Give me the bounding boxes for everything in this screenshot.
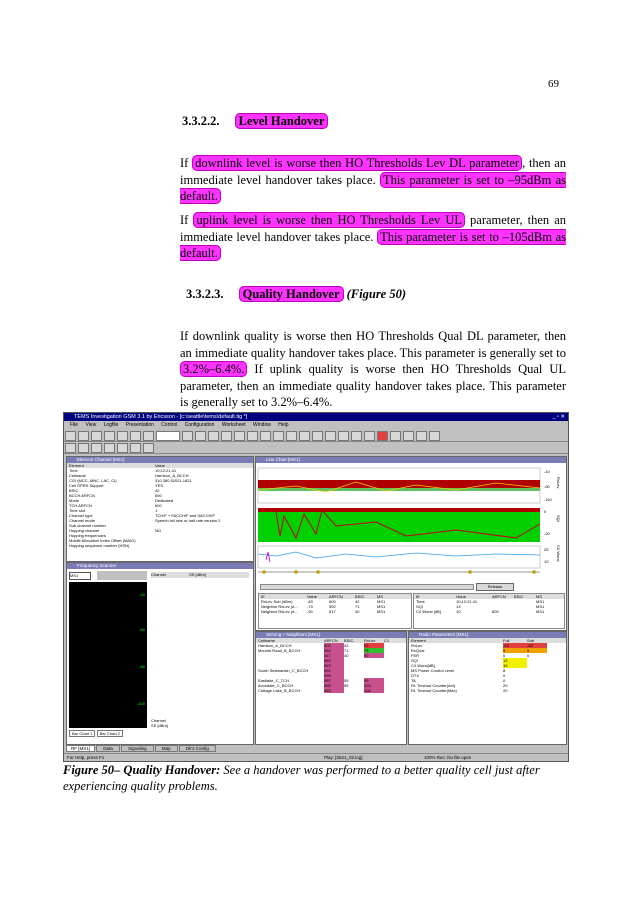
tool-icon[interactable] (65, 443, 76, 453)
tool-icon[interactable] (429, 431, 440, 441)
table-cell: RL Timeout Counter(Act) (411, 683, 456, 688)
table-cell: TA (411, 678, 416, 683)
tool-icon[interactable] (351, 431, 362, 441)
table-cell: 55 (344, 678, 349, 683)
table-cell: 617 (329, 609, 336, 614)
table-cell: 600 (329, 599, 336, 604)
table-cell: 20 (503, 683, 508, 688)
table-cell: -63 (307, 599, 313, 604)
page-number: 69 (548, 78, 559, 90)
table-cell: 13 (456, 604, 461, 609)
table-cell: 595 (324, 673, 344, 678)
table-rows (414, 599, 564, 614)
caption-label: Figure 50– Quality Handover: (63, 763, 221, 777)
table-cell (514, 609, 536, 614)
release-button[interactable]: Release (476, 583, 514, 591)
scanner-buttons[interactable] (97, 571, 147, 580)
table-header: IE Value ARFCN BSIC MS (414, 594, 564, 599)
table-row (409, 688, 566, 693)
table-cell: Harrison_A_BCCH (155, 473, 189, 478)
table-cell: Hopping sequence number (HSN) (69, 543, 130, 548)
tab-data[interactable]: Data (96, 745, 120, 752)
table-cell: 617 (324, 653, 344, 658)
table-cell: Dedicated (155, 498, 174, 503)
element-rows (67, 468, 253, 548)
tool-icon[interactable] (403, 431, 414, 441)
tool-icon[interactable] (364, 431, 375, 441)
table-cell: Mobile Allocation Index Offset (MAIO) (69, 538, 136, 543)
table-cell: RL Timeout Counter(Max) (411, 688, 457, 693)
menu-control[interactable]: Control (161, 422, 178, 428)
scanner-header: Channel SS [dBm] (151, 572, 249, 578)
table-cell: TCH ARFCN (69, 503, 92, 508)
scanner-bar-chart: -40 -60 -80 -100 (69, 582, 147, 728)
table-cell: MS1 (377, 609, 386, 614)
table-cell: 600 (324, 643, 344, 648)
tab-bar-chart-2[interactable]: Bar Chart 2 (97, 730, 123, 737)
table-cell: Neighbor RxLev (d... (261, 604, 298, 609)
table-cell: -63 (527, 643, 547, 648)
table-cell: Cellname (69, 473, 86, 478)
table-cell: 592 (329, 604, 336, 609)
table-cell: MS1 (377, 599, 386, 604)
tool-icon[interactable] (273, 431, 284, 441)
line-chart-window: Line Chart [MS1] -10 -50 -110 RxLev 0 -20 SQI 25 10 C/I Worst Release IE Value ARFCN BSIC MS RxLev Sub (dBm) -63 600 42 MS1 Neighbor RxLev (d... -73 592 71 MS1 Neighbor RxLev (d... -90 617 40 MS1 IE Value ARFCN BSIC MS Time 10:12:21.41 MS1 SQI 13 MS1 C/I Worst [dB] 10 600 MS1 (255, 456, 567, 631)
tool-icon[interactable] (221, 431, 232, 441)
table-cell: BSIC (69, 488, 79, 493)
tems-screenshot (63, 412, 569, 762)
paragraph-quality: If downlink quality is worse then HO Thresholds Qual DL parameter, then an immediate quality handover takes place. This parameter is generally set to 3.2%–6.4%. If uplink quality is worse then HO Thresholds Qual UL parameter, then an immediate quality handover takes place. This parameter is generally set to 3.2%–6.4%. (180, 329, 566, 409)
table-cell: 42 (155, 488, 160, 493)
window-title: Serving + Neighbors [MS1] (256, 632, 406, 638)
window-title: Line Chart [MS1] (256, 457, 566, 463)
table-cell: 106 (364, 688, 384, 693)
table-cell: Mode (69, 498, 80, 503)
table-cell: MS1 (377, 604, 386, 609)
forward-icon[interactable] (104, 443, 115, 453)
table-cell (527, 688, 547, 693)
table-cell: 73 (364, 648, 384, 653)
table-cell: 40 (355, 609, 360, 614)
table-cell: 5 (527, 648, 547, 653)
tab-bar-chart-1[interactable]: Bar Chart 1 (69, 730, 95, 737)
table-cell: Mounts Road_B_BCCH (258, 648, 301, 653)
table-cell: 0 (503, 673, 506, 678)
tab-config[interactable]: Dk's Config (179, 745, 216, 752)
tool-icon[interactable] (416, 431, 427, 441)
tool-icon[interactable] (130, 443, 141, 453)
table-header: Element Value (67, 463, 253, 468)
figure-caption (63, 762, 573, 794)
tab-signaling[interactable]: Signaling (121, 745, 154, 752)
line-chart-table-left (258, 593, 412, 629)
tool-icon[interactable] (338, 431, 349, 441)
tool-icon[interactable] (234, 431, 245, 441)
table-cell: MS Power Control Level (411, 668, 455, 673)
toolbar-1 (64, 430, 568, 442)
table-cell: 10:12:21.41 (155, 468, 177, 473)
table-cell: Hopping frequencies (69, 533, 106, 538)
table-cell: 42 (355, 599, 360, 604)
element-window (66, 456, 254, 562)
highlight: downlink level is worse then HO Thresholds Lev DL parameter (192, 155, 522, 171)
serving-neighbors-window (255, 631, 407, 745)
tool-icon[interactable] (299, 431, 310, 441)
table-cell: C/I Worst[dB] (411, 663, 435, 668)
section-title: Level Handover (235, 113, 329, 129)
tool-icon[interactable] (390, 431, 401, 441)
menu-logfile[interactable]: Logfile (103, 422, 119, 428)
table-cell: 99 (364, 678, 384, 683)
table-cell: 55 (344, 683, 349, 688)
table-cell: 593 (324, 688, 344, 693)
new-icon[interactable] (65, 431, 76, 441)
table-cell: 592 (324, 648, 344, 653)
window-title: Element Channel [MS1] (67, 457, 253, 463)
table-row (414, 609, 564, 614)
table-cell: -63 (503, 643, 527, 648)
ms-select[interactable] (156, 431, 180, 441)
tool-icon[interactable] (325, 431, 336, 441)
paragraph-level-ul: If uplink level is worse then HO Thresholds Lev UL parameter, then an immediate level handover takes place. This parameter is set to –105dBm as default. (180, 213, 566, 260)
chart-tabs (69, 731, 123, 736)
table-cell: 10 (456, 609, 461, 614)
table-cell: 10 (503, 663, 527, 668)
table-cell: Hopping channel (69, 528, 100, 533)
table-rows (256, 643, 406, 693)
frequency-scanner-window (66, 562, 254, 745)
play-icon[interactable] (78, 443, 89, 453)
print-icon[interactable] (104, 431, 115, 441)
line-chart-plot (256, 464, 566, 582)
table-cell: Time (69, 468, 78, 473)
table-cell: 600 (155, 493, 162, 498)
section-heading-level (182, 114, 328, 129)
menu-file[interactable]: File (70, 422, 79, 428)
table-cell (155, 543, 251, 548)
table-cell: 40 (344, 653, 349, 658)
tool-icon[interactable] (247, 431, 258, 441)
table-cell: 310 380 52021 1621 (155, 478, 192, 483)
table-cell: Time (416, 599, 425, 604)
table-header: Element Full Sub (409, 638, 566, 643)
worksheet-tabs (66, 745, 566, 752)
table-cell: 598 (324, 683, 344, 688)
table-cell: South Seamanish_C_BCCH (258, 668, 309, 673)
table-row (67, 543, 253, 548)
cut-icon[interactable] (117, 431, 128, 441)
window-title: Frequency Scanner (67, 563, 253, 569)
rewind-icon[interactable] (91, 443, 102, 453)
table-rows (409, 643, 566, 693)
table-cell (384, 688, 398, 693)
tool-icon[interactable] (260, 431, 271, 441)
table-cell: 71 (355, 604, 360, 609)
table-cell: Time slot (69, 508, 86, 513)
open-icon[interactable] (78, 431, 89, 441)
highlight: This parameter is set to –95dBm as default. (180, 172, 566, 203)
window-controls[interactable]: _ ▫ ✕ (552, 414, 565, 420)
tool-icon[interactable] (143, 443, 154, 453)
table-cell: 5 (503, 648, 527, 653)
highlight: 3.2%–6.4%. (180, 361, 247, 377)
menu-window[interactable]: Window (253, 422, 271, 428)
stop-icon[interactable] (117, 443, 128, 453)
copy-icon[interactable] (130, 431, 141, 441)
highlight: This parameter is set to –105dBm as default. (180, 229, 566, 260)
section-title: Quality Handover (239, 286, 344, 302)
table-cell: 104 (364, 683, 384, 688)
table-cell: 13 (503, 658, 527, 663)
table-cell: Cottage Lake_B_BCCH (258, 688, 301, 693)
figure-reference: (Figure 50) (346, 287, 407, 301)
table-cell: -90 (307, 609, 313, 614)
table-cell: DTX (411, 673, 419, 678)
table-row (259, 609, 411, 614)
table-cell: 593 (324, 658, 344, 663)
table-cell: BCCH ARFCN (69, 493, 96, 498)
table-cell: Cell GPRS Support (69, 483, 104, 488)
table-cell: 71 (344, 648, 349, 653)
section-number: 3.3.2.3. (186, 287, 224, 301)
table-cell: Channel mode (69, 518, 96, 523)
table-cell: MS1 (536, 599, 545, 604)
table-row (256, 688, 406, 693)
window-title: Radio Parameters [MS1] (409, 632, 566, 638)
table-header: Cellname ARFCN BSIC RxLev C1 (256, 638, 406, 643)
tool-icon[interactable] (195, 431, 206, 441)
table-cell: NO (155, 528, 161, 533)
table-cell: CGI (MCC, MNC, LAC, CI) (69, 478, 117, 483)
highlight: uplink level is worse then HO Thresholds Lev UL (193, 212, 465, 228)
table-cell: 42 (344, 643, 349, 648)
ms-select[interactable]: MS1 (69, 572, 91, 580)
section-heading-quality (186, 287, 406, 302)
chart-scrollbar[interactable] (260, 584, 474, 590)
table-cell: 10:12:21.41 (456, 599, 478, 604)
table-cell: YES (155, 483, 164, 488)
table-cell: 20 (503, 688, 508, 693)
menu-configuration[interactable]: Configuration (184, 422, 215, 428)
table-cell: 0 (503, 678, 506, 683)
table-cell: 600 (155, 503, 162, 508)
table-cell: MS1 (536, 604, 545, 609)
table-cell: 63 (364, 643, 384, 648)
table-cell: 597 (324, 678, 344, 683)
status-bar: For Help, press F1 Play: [0521_02.log] 100% Rec: No file open (64, 753, 568, 761)
table-cell: Sub channel number (69, 523, 106, 528)
tool-icon[interactable] (208, 431, 219, 441)
tool-icon[interactable] (312, 431, 323, 441)
menu-worksheet[interactable]: Worksheet (221, 422, 246, 428)
table-cell: 600 (492, 609, 499, 614)
line-chart-table-right (413, 593, 565, 629)
table-cell: 90 (364, 653, 384, 658)
table-cell: Avondale_C_BCCH (258, 683, 294, 688)
table-cell: MS1 (536, 609, 545, 614)
menu-view[interactable]: View (85, 422, 97, 428)
table-cell: 8 (503, 668, 506, 673)
scanner-footer: Channel SS [dBm] (151, 718, 168, 728)
section-number: 3.3.2.2. (182, 114, 220, 128)
table-cell: -73 (307, 604, 313, 609)
table-cell: 593 (324, 663, 344, 668)
paragraph-level-dl: If downlink level is worse then HO Thresholds Lev DL parameter , then an immediate level handover takes place. This parameter is set to –95dBm as default. (180, 156, 567, 203)
window-titlebar: TEMS Investigation GSM 3.1 by Ericsson - [c:\seattle\tems\default.tig *] _ ▫ ✕ (64, 413, 568, 421)
tab-rf[interactable]: RF [MS1] (66, 745, 95, 752)
toolbar-2 (64, 442, 568, 454)
tool-icon[interactable] (182, 431, 193, 441)
table-header: IE Value ARFCN BSIC MS (259, 594, 411, 599)
table-cell: Neighbor RxLev (d... (261, 609, 298, 614)
tool-icon[interactable] (286, 431, 297, 441)
table-cell: Speech full rate or half rate version 2 (155, 518, 221, 523)
table-cell: 1 (155, 508, 158, 513)
paste-icon[interactable] (143, 431, 154, 441)
table-cell: 591 (324, 668, 344, 673)
menu-bar (64, 421, 568, 429)
tab-map[interactable]: Map (155, 745, 178, 752)
table-cell: C/I Worst [dB] (416, 609, 441, 614)
record-icon[interactable] (377, 431, 388, 441)
menu-help[interactable]: Help (278, 422, 289, 428)
table-cell: Harrison_A_BCCH (258, 643, 292, 648)
radio-parameters-window (408, 631, 567, 745)
table-cell: FER (411, 653, 419, 658)
table-cell: TCH/F + FACCH/F and SACCH/F (155, 513, 215, 518)
menu-presentation[interactable]: Presentation (125, 422, 154, 428)
table-cell: RxLev Sub (dBm) (261, 599, 293, 604)
save-icon[interactable] (91, 431, 102, 441)
table-cell: SQI (416, 604, 423, 609)
table-cell: SQI (411, 658, 418, 663)
table-cell: 0 (527, 653, 530, 658)
table-cell: Eastlake_C_TCH (258, 678, 289, 683)
table-cell: Channel type (69, 513, 93, 518)
caption-text: See a handover was performed to a better quality cell just after experiencing quality problems. (63, 763, 540, 793)
table-cell (344, 688, 364, 693)
table-cell: RxLev (411, 643, 423, 648)
table-rows (259, 599, 411, 614)
table-cell: RxQual (411, 648, 425, 653)
table-cell: 0 (503, 653, 506, 658)
